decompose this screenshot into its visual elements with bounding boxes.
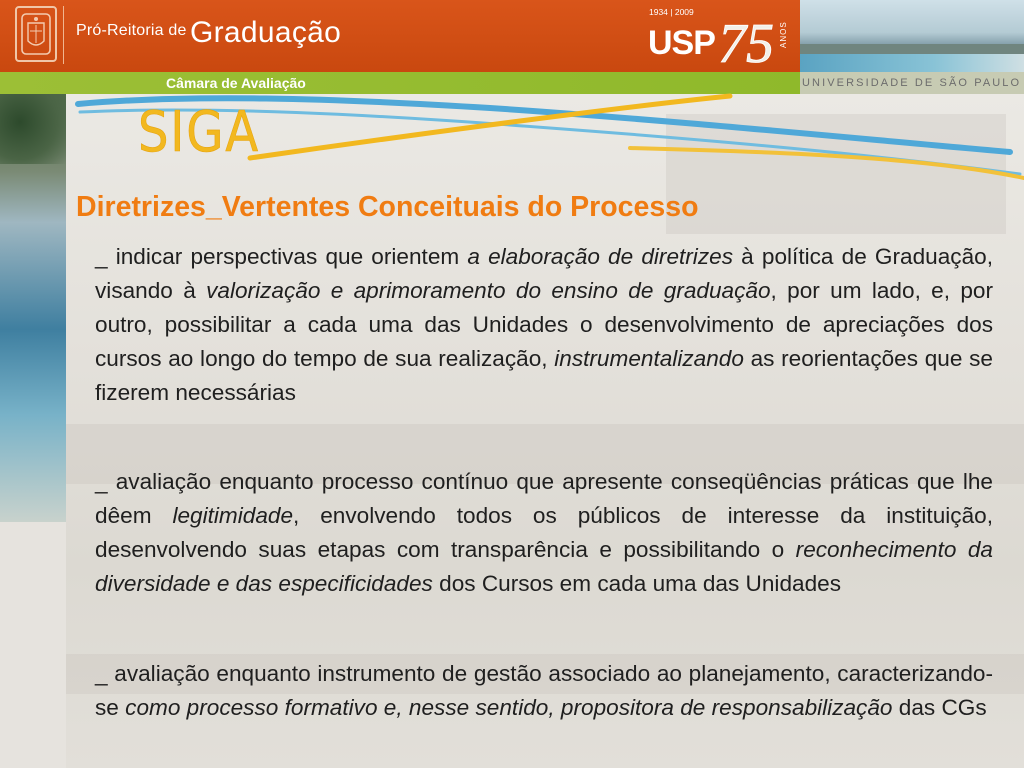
paragraph-segment: valorização e aprimoramento do ensino de graduação (206, 278, 771, 303)
universidade-label: UNIVERSIDADE DE SÃO PAULO (802, 77, 1022, 89)
siga-logo: SIGA (138, 100, 260, 165)
seal-emblem-icon (19, 11, 53, 57)
graduacao-label: Graduação (190, 16, 342, 49)
section-band (0, 72, 1024, 94)
paragraph-segment: legitimidade (172, 503, 294, 528)
paragraph-segment: _ avaliação enquanto instrumento de gestão associado ao planejamento, caracterizando-se (95, 661, 993, 720)
building-silhouette (800, 44, 1024, 54)
paragraph-segment: as reorientações que se fizerem necessárias (95, 346, 993, 405)
camara-label: Câmara de Avaliação (166, 75, 306, 91)
paragraph-1 (95, 240, 993, 410)
paragraph-segment: reconhecimento da diversidade e das especificidades (95, 537, 993, 596)
slide-title: Diretrizes_Vertentes Conceituais do Processo (76, 191, 699, 223)
usp-years-text: 1934 | 2009 (649, 7, 694, 17)
pro-reitoria-label: Pró-Reitoria de (76, 22, 187, 39)
header-separator (63, 6, 64, 64)
paragraph-segment: como processo formativo e, nesse sentido, propositora de responsabilização (125, 695, 893, 720)
paragraph-segment: instrumentalizando (554, 346, 744, 371)
usp-75-logo (646, 4, 796, 68)
paragraph-segment: _ indicar perspectivas que orientem (95, 244, 468, 269)
paragraph-segment: à política de Graduação, visando à (95, 244, 993, 303)
trees-photo (0, 94, 66, 164)
paragraph-segment: dos Cursos em cada uma das Unidades (432, 571, 842, 596)
paragraph-segment: , por um lado, e, por outro, possibilitar a cada uma das Unidades o desenvolvimento de apreciações dos cursos ao longo do tempo de sua realização, (95, 278, 994, 371)
green-bar (0, 72, 800, 94)
paragraph-segment: a elaboração de diretrizes (467, 244, 733, 269)
paragraph-segment: _ avaliação enquanto processo contínuo que apresente conseqüências práticas que lhe dêem (95, 469, 993, 528)
usp-text: USP (648, 24, 715, 62)
campus-photo-header (800, 0, 1024, 72)
anos-number-text: 75 (718, 13, 774, 68)
paragraph-3 (95, 657, 993, 725)
paragraph-segment: , envolvendo todos os públicos de interesse da instituição, desenvolvendo suas etapas com transparência e possibilitando o (95, 503, 993, 562)
campus-photo-left (0, 94, 66, 522)
water-reflection (800, 54, 1024, 72)
university-seal-icon (15, 6, 57, 62)
header-bar (0, 0, 1024, 72)
paragraph-2 (95, 465, 993, 601)
paragraph-segment: das CGs (892, 695, 987, 720)
anos-text: ANOS (779, 21, 788, 48)
